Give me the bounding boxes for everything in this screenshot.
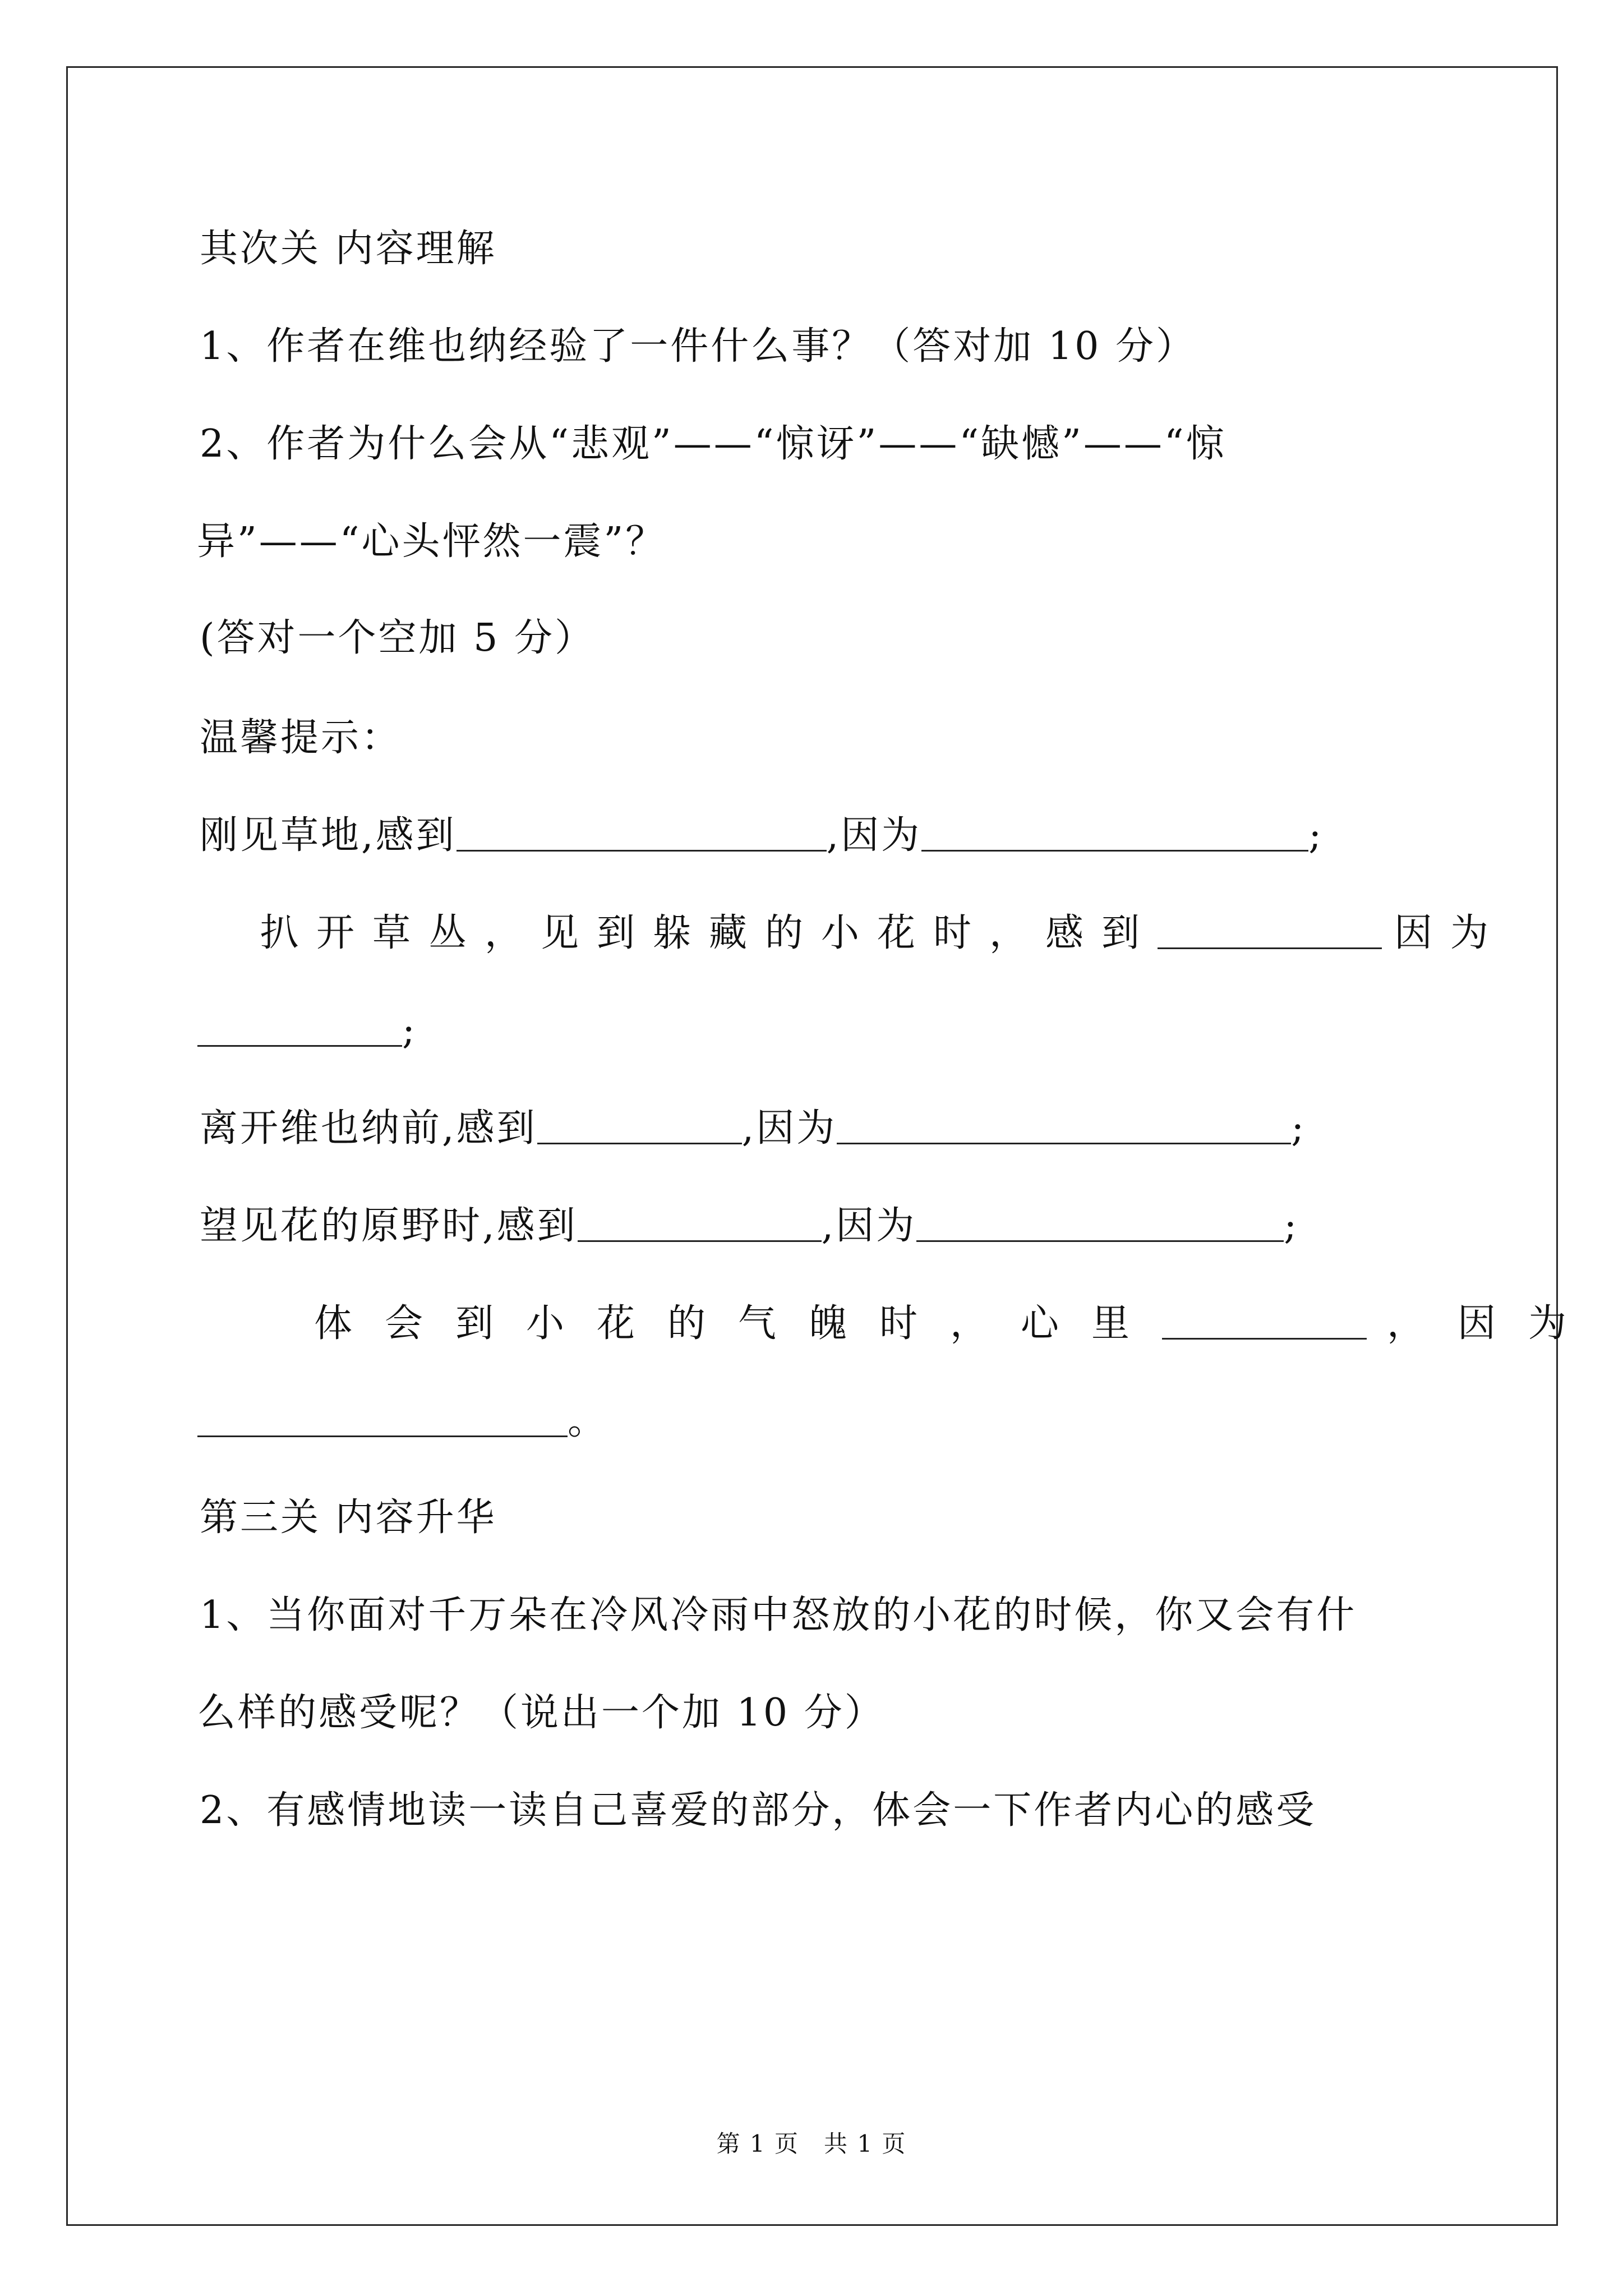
fill-blank-2b[interactable] xyxy=(197,1011,402,1047)
fill-blank-4a[interactable] xyxy=(578,1207,822,1242)
fill-row-1-text-a: 刚见草地,感到 xyxy=(200,813,457,858)
fill-blank-4b[interactable] xyxy=(916,1207,1284,1242)
fill-row-4-text-a: 望见花的原野时,感到 xyxy=(200,1204,578,1248)
hint-label: 温馨提示： xyxy=(200,716,402,760)
fill-blank-5b[interactable] xyxy=(197,1402,568,1437)
question-3-1-line2: 么样的感受呢？（说出一个加 10 分） xyxy=(197,1691,885,1735)
fill-row-1 xyxy=(200,809,1324,863)
question-2-2-line2-text: 异”——“心头怦然一震”？ xyxy=(197,519,666,564)
fill-row-1-text-c: ; xyxy=(1308,813,1324,858)
question-2-2-line1: 2、作者为什么会从“悲观”——“惊讶”——“缺憾”——“惊 xyxy=(200,422,1227,466)
question-3-1-line1: 1、当你面对千万朵在冷风冷雨中怒放的小花的时候，你又会有什 xyxy=(200,1593,1357,1637)
fill-row-5-cont xyxy=(197,1395,608,1448)
fill-row-3-text-b: ,因为 xyxy=(741,1106,837,1151)
fill-row-4-text-b: ,因为 xyxy=(821,1204,917,1248)
fill-row-5-text-a: 体会到小花的气魄时，心里 xyxy=(314,1301,1163,1346)
fill-row-3 xyxy=(200,1102,1306,1156)
fill-row-2-text-a: 扒开草丛，见到躲藏的小花时，感到 xyxy=(260,911,1158,955)
fill-row-2 xyxy=(260,907,1506,960)
fill-blank-1a[interactable] xyxy=(457,816,827,852)
question-3-2: 2、有感情地读一读自己喜爱的部分，体会一下作者内心的感受 xyxy=(200,1788,1317,1833)
fill-row-3-text-a: 离开维也纳前,感到 xyxy=(200,1106,537,1151)
fill-row-4-text-c: ; xyxy=(1284,1204,1299,1248)
fill-row-2-text-b: 因为 xyxy=(1394,911,1507,955)
fill-blank-5a[interactable] xyxy=(1162,1304,1367,1340)
fill-blank-3b[interactable] xyxy=(837,1109,1291,1144)
fill-blank-1b[interactable] xyxy=(921,816,1308,852)
fill-blank-2a[interactable] xyxy=(1158,914,1382,949)
fill-blank-3a[interactable] xyxy=(537,1109,742,1144)
fill-row-5-text-b: ，因为 xyxy=(1387,1301,1599,1346)
question-2-1: 1、作者在维也纳经验了一件什么事？（答对加 10 分） xyxy=(200,324,1197,369)
fill-row-2-cont xyxy=(197,1004,417,1058)
question-2-2-score: (答对一个空加 5 分） xyxy=(200,616,596,660)
fill-row-1-text-b: ,因为 xyxy=(826,813,922,858)
section-3-title: 第三关 内容升华 xyxy=(200,1496,497,1540)
fill-row-4 xyxy=(200,1199,1299,1253)
fill-row-5 xyxy=(314,1297,1599,1351)
fill-row-3-text-c: ; xyxy=(1291,1106,1307,1151)
section-2-title: 其次关 内容理解 xyxy=(200,227,497,271)
page-footer: 第 1 页 共 1 页 xyxy=(716,2130,907,2157)
fill-row-2-text-c: ; xyxy=(402,1009,417,1053)
fill-row-5-text-c: 。 xyxy=(568,1399,608,1443)
